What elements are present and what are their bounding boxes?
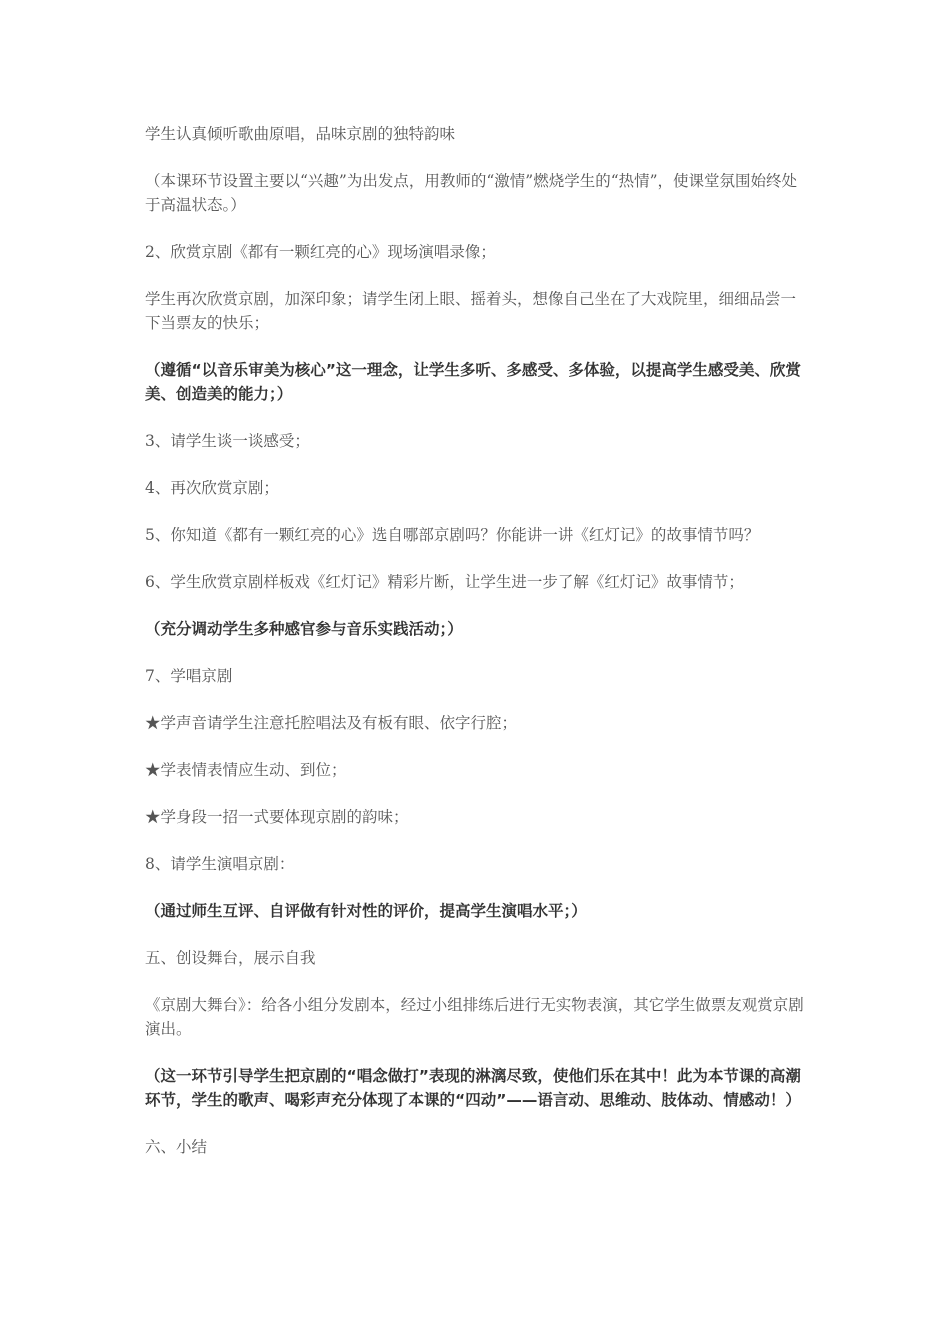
paragraph-10-bold: （充分调动学生多种感官参与音乐实践活动；）: [145, 620, 463, 638]
document-page: [145, 122, 810, 1159]
paragraph-9: 6、学生欣赏京剧样板戏《红灯记》精彩片断，让学生进一步了解《红灯记》故事情节；: [145, 573, 744, 591]
paragraph-3: 2、欣赏京剧《都有一颗红亮的心》现场演唱录像；: [145, 243, 496, 261]
paragraph-12: ★学声音请学生注意托腔唱法及有板有眼、依字行腔；: [145, 714, 518, 732]
paragraph-8: 5、你知道《都有一颗红亮的心》选自哪部京剧吗？你能讲一讲《红灯记》的故事情节吗？: [145, 526, 760, 544]
paragraph-15: 8、请学生演唱京剧：: [145, 855, 295, 873]
paragraph-4: 学生再次欣赏京剧，加深印象；请学生闭上眼、摇着头，想像自己坐在了大戏院里，细细品尝一下当票友的快乐；: [145, 290, 797, 332]
paragraph-16-bold: （通过师生互评、自评做有针对性的评价，提高学生演唱水平；）: [145, 902, 587, 920]
paragraph-17-heading: 五、创设舞台，展示自我: [145, 949, 316, 967]
paragraph-20-heading: 六、小结: [145, 1138, 208, 1156]
paragraph-2: （本课环节设置主要以“兴趣”为出发点，用教师的“激情”燃烧学生的“热情”，使课堂氛围始终处于高温状态。）: [145, 172, 798, 214]
paragraph-18: 《京剧大舞台》：给各小组分发剧本，经过小组排练后进行无实物表演，其它学生做票友观赏京剧演出。: [145, 996, 804, 1038]
paragraph-14: ★学身段一招一式要体现京剧的韵味；: [145, 808, 409, 826]
paragraph-11: 7、学唱京剧: [145, 667, 233, 685]
paragraph-7: 4、再次欣赏京剧；: [145, 479, 279, 497]
paragraph-6: 3、请学生谈一谈感受；: [145, 432, 310, 450]
paragraph-19-bold: （这一环节引导学生把京剧的“唱念做打”表现的淋漓尽致，使他们乐在其中！此为本节课的高潮环节，学生的歌声、喝彩声充分体现了本课的“四动”——语言动、思维动、肢体动、情感动！）: [145, 1067, 801, 1109]
paragraph-5-bold: （遵循“以音乐审美为核心”这一理念，让学生多听、多感受、多体验，以提高学生感受美、欣赏美、创造美的能力；）: [145, 361, 801, 403]
paragraph-13: ★学表情表情应生动、到位；: [145, 761, 347, 779]
paragraph-1: 学生认真倾听歌曲原唱，品味京剧的独特韵味: [145, 125, 456, 143]
